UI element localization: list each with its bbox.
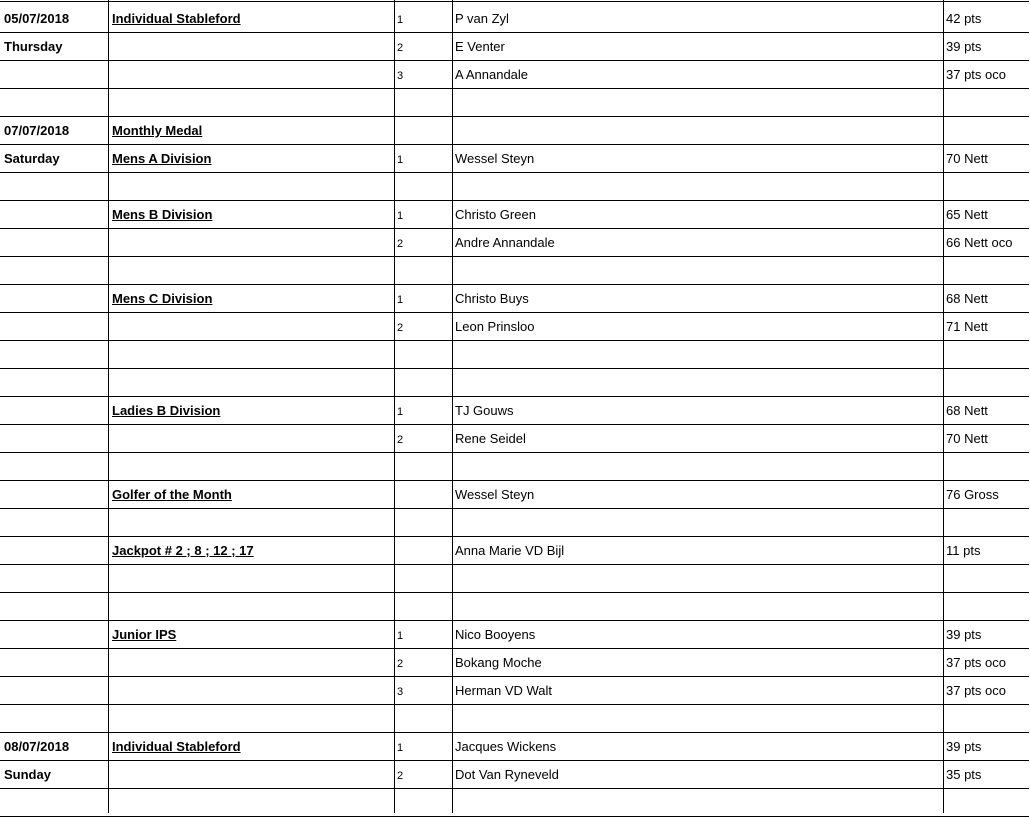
score-cell[interactable] <box>946 368 1030 396</box>
table-row <box>0 676 1030 704</box>
score-cell[interactable] <box>946 452 1030 480</box>
position-cell[interactable] <box>397 116 452 144</box>
score-cell[interactable] <box>946 172 1030 200</box>
player-name-cell[interactable] <box>455 788 943 816</box>
event-cell[interactable]: Mens C Division <box>112 291 213 306</box>
player-name-cell[interactable]: TJ Gouws <box>455 403 514 418</box>
position-cell[interactable] <box>397 172 452 200</box>
table-row <box>0 144 1030 172</box>
event-cell[interactable] <box>112 368 394 396</box>
table-row <box>0 312 1030 340</box>
player-name-cell[interactable]: Herman VD Walt <box>455 683 553 698</box>
score-cell[interactable]: 65 Nett <box>946 207 988 222</box>
event-cell[interactable] <box>112 340 394 368</box>
event-cell[interactable]: Individual Stableford <box>112 11 241 26</box>
table-row <box>0 536 1030 564</box>
table-row <box>0 60 1030 88</box>
date-cell[interactable] <box>4 60 108 88</box>
score-cell[interactable] <box>946 564 1030 592</box>
player-name-cell[interactable]: Wessel Steyn <box>455 151 535 166</box>
date-cell[interactable] <box>4 284 108 312</box>
event-cell[interactable]: Jackpot # 2 ; 8 ; 12 ; 17 <box>112 543 254 558</box>
date-cell[interactable] <box>4 312 108 340</box>
event-cell[interactable]: Junior IPS <box>112 627 177 642</box>
player-name-cell[interactable]: Dot Van Ryneveld <box>455 767 559 782</box>
date-cell[interactable] <box>4 452 108 480</box>
position-cell[interactable]: 1 <box>397 154 404 166</box>
score-cell[interactable]: 37 pts oco <box>946 683 1006 698</box>
score-cell[interactable]: 39 pts <box>946 739 982 754</box>
table-row <box>0 368 1030 396</box>
event-cell[interactable] <box>112 564 394 592</box>
table-row <box>0 452 1030 480</box>
table-row <box>0 228 1030 256</box>
date-cell[interactable] <box>4 88 108 116</box>
date-cell[interactable]: Thursday <box>4 39 63 54</box>
score-cell[interactable]: 76 Gross <box>946 487 999 502</box>
table-row <box>0 424 1030 452</box>
date-cell[interactable] <box>4 564 108 592</box>
date-cell[interactable]: 08/07/2018 <box>4 739 70 754</box>
event-cell[interactable] <box>112 648 394 676</box>
score-cell[interactable] <box>946 788 1030 816</box>
table-row <box>0 592 1030 620</box>
player-name-cell[interactable]: Rene Seidel <box>455 431 526 446</box>
event-cell[interactable] <box>112 508 394 536</box>
event-cell[interactable] <box>112 228 394 256</box>
table-row <box>0 200 1030 228</box>
table-row <box>0 116 1030 144</box>
position-cell[interactable] <box>397 340 452 368</box>
event-cell[interactable] <box>112 704 394 732</box>
table-row <box>0 32 1030 60</box>
position-cell[interactable] <box>397 480 452 508</box>
score-cell[interactable] <box>946 508 1030 536</box>
player-name-cell[interactable]: E Venter <box>455 39 505 54</box>
position-cell[interactable] <box>397 452 452 480</box>
position-cell[interactable]: 1 <box>397 14 404 26</box>
position-cell[interactable]: 1 <box>397 294 404 306</box>
position-cell[interactable] <box>397 788 452 816</box>
position-cell[interactable]: 2 <box>397 658 404 670</box>
position-cell[interactable]: 2 <box>397 322 404 334</box>
event-cell[interactable] <box>112 452 394 480</box>
score-cell[interactable]: 39 pts <box>946 39 982 54</box>
table-row <box>0 704 1030 732</box>
date-cell[interactable] <box>4 620 108 648</box>
event-cell[interactable] <box>112 32 394 60</box>
position-cell[interactable]: 1 <box>397 630 404 642</box>
position-cell[interactable] <box>397 592 452 620</box>
table-row <box>0 284 1030 312</box>
date-cell[interactable] <box>4 340 108 368</box>
position-cell[interactable]: 1 <box>397 210 404 222</box>
player-name-cell[interactable] <box>455 88 943 116</box>
position-cell[interactable]: 2 <box>397 238 404 250</box>
table-row <box>0 788 1030 816</box>
position-cell[interactable] <box>397 564 452 592</box>
position-cell[interactable]: 1 <box>397 406 404 418</box>
date-cell[interactable]: 07/07/2018 <box>4 123 70 138</box>
date-cell[interactable] <box>4 172 108 200</box>
table-row <box>0 396 1030 424</box>
score-cell[interactable]: 39 pts <box>946 627 982 642</box>
position-cell[interactable]: 3 <box>397 686 404 698</box>
table-row <box>0 256 1030 284</box>
player-name-cell[interactable]: Wessel Steyn <box>455 487 535 502</box>
event-cell[interactable]: Monthly Medal <box>112 123 203 138</box>
position-cell[interactable] <box>397 368 452 396</box>
score-cell[interactable]: 70 Nett <box>946 431 988 446</box>
score-cell[interactable]: 35 pts <box>946 767 982 782</box>
player-name-cell[interactable] <box>455 704 943 732</box>
event-cell[interactable] <box>112 676 394 704</box>
position-cell[interactable]: 3 <box>397 70 404 82</box>
date-cell[interactable] <box>4 592 108 620</box>
position-cell[interactable] <box>397 508 452 536</box>
player-name-cell[interactable] <box>455 452 943 480</box>
event-cell[interactable] <box>112 788 394 816</box>
table-row <box>0 508 1030 536</box>
event-cell[interactable] <box>112 424 394 452</box>
position-cell[interactable]: 2 <box>397 770 404 782</box>
date-cell[interactable] <box>4 480 108 508</box>
event-cell[interactable] <box>112 256 394 284</box>
event-cell[interactable]: Mens B Division <box>112 207 213 222</box>
table-row <box>0 88 1030 116</box>
player-name-cell[interactable] <box>455 592 943 620</box>
score-cell[interactable]: 11 pts <box>946 543 981 558</box>
event-cell[interactable]: Mens A Division <box>112 151 212 166</box>
date-cell[interactable] <box>4 368 108 396</box>
player-name-cell[interactable]: Leon Prinsloo <box>455 319 535 334</box>
position-cell[interactable] <box>397 536 452 564</box>
score-cell[interactable] <box>946 256 1030 284</box>
player-name-cell[interactable] <box>455 116 943 144</box>
position-cell[interactable]: 1 <box>397 742 404 754</box>
event-cell[interactable] <box>112 88 394 116</box>
player-name-cell[interactable]: Jacques Wickens <box>455 739 557 754</box>
event-cell[interactable] <box>112 592 394 620</box>
date-cell[interactable] <box>4 788 108 816</box>
player-name-cell[interactable] <box>455 368 943 396</box>
date-cell[interactable] <box>4 424 108 452</box>
score-cell[interactable] <box>946 704 1030 732</box>
score-cell[interactable] <box>946 116 1030 144</box>
event-cell[interactable] <box>112 60 394 88</box>
score-cell[interactable]: 68 Nett <box>946 291 988 306</box>
event-cell[interactable] <box>112 312 394 340</box>
table-row <box>0 760 1030 788</box>
table-row <box>0 4 1030 32</box>
player-name-cell[interactable] <box>455 564 943 592</box>
table-row <box>0 648 1030 676</box>
player-name-cell[interactable] <box>455 340 943 368</box>
position-cell[interactable] <box>397 704 452 732</box>
table-row <box>0 172 1030 200</box>
date-cell[interactable] <box>4 704 108 732</box>
date-cell[interactable] <box>4 228 108 256</box>
player-name-cell[interactable]: Christo Green <box>455 207 536 222</box>
score-cell[interactable]: 68 Nett <box>946 403 988 418</box>
table-row <box>0 620 1030 648</box>
player-name-cell[interactable] <box>455 508 943 536</box>
table-row <box>0 732 1030 760</box>
score-cell[interactable]: 71 Nett <box>946 319 988 334</box>
score-cell[interactable]: 66 Nett oco <box>946 235 1013 250</box>
date-cell[interactable] <box>4 396 108 424</box>
date-cell[interactable] <box>4 508 108 536</box>
player-name-cell[interactable]: Andre Annandale <box>455 235 555 250</box>
position-cell[interactable]: 2 <box>397 42 404 54</box>
player-name-cell[interactable]: Nico Booyens <box>455 627 536 642</box>
player-name-cell[interactable]: P van Zyl <box>455 11 509 26</box>
date-cell[interactable] <box>4 648 108 676</box>
player-name-cell[interactable]: A Annandale <box>455 67 529 82</box>
score-cell[interactable] <box>946 340 1030 368</box>
date-cell[interactable]: Saturday <box>4 151 60 166</box>
score-cell[interactable]: 70 Nett <box>946 151 988 166</box>
score-cell[interactable]: 42 pts <box>946 11 982 26</box>
table-row <box>0 480 1030 508</box>
table-row <box>0 340 1030 368</box>
player-name-cell[interactable]: Christo Buys <box>455 291 529 306</box>
score-cell[interactable]: 37 pts oco <box>946 67 1006 82</box>
date-cell[interactable] <box>4 256 108 284</box>
score-cell[interactable] <box>946 592 1030 620</box>
date-cell[interactable]: Sunday <box>4 767 51 782</box>
position-cell[interactable] <box>397 88 452 116</box>
player-name-cell[interactable] <box>455 256 943 284</box>
player-name-cell[interactable]: Anna Marie VD Bijl <box>455 543 565 558</box>
row-divider <box>0 1 1029 2</box>
date-cell[interactable] <box>4 200 108 228</box>
score-cell[interactable]: 37 pts oco <box>946 655 1006 670</box>
player-name-cell[interactable]: Bokang Moche <box>455 655 542 670</box>
date-cell[interactable] <box>4 536 108 564</box>
date-cell[interactable]: 05/07/2018 <box>4 11 70 26</box>
table-row <box>0 564 1030 592</box>
date-cell[interactable] <box>4 676 108 704</box>
event-cell[interactable]: Ladies B Division <box>112 403 221 418</box>
event-cell[interactable] <box>112 172 394 200</box>
position-cell[interactable] <box>397 256 452 284</box>
event-cell[interactable]: Individual Stableford <box>112 739 241 754</box>
position-cell[interactable]: 2 <box>397 434 404 446</box>
player-name-cell[interactable] <box>455 172 943 200</box>
score-cell[interactable] <box>946 88 1030 116</box>
event-cell[interactable]: Golfer of the Month <box>112 487 232 502</box>
event-cell[interactable] <box>112 760 394 788</box>
